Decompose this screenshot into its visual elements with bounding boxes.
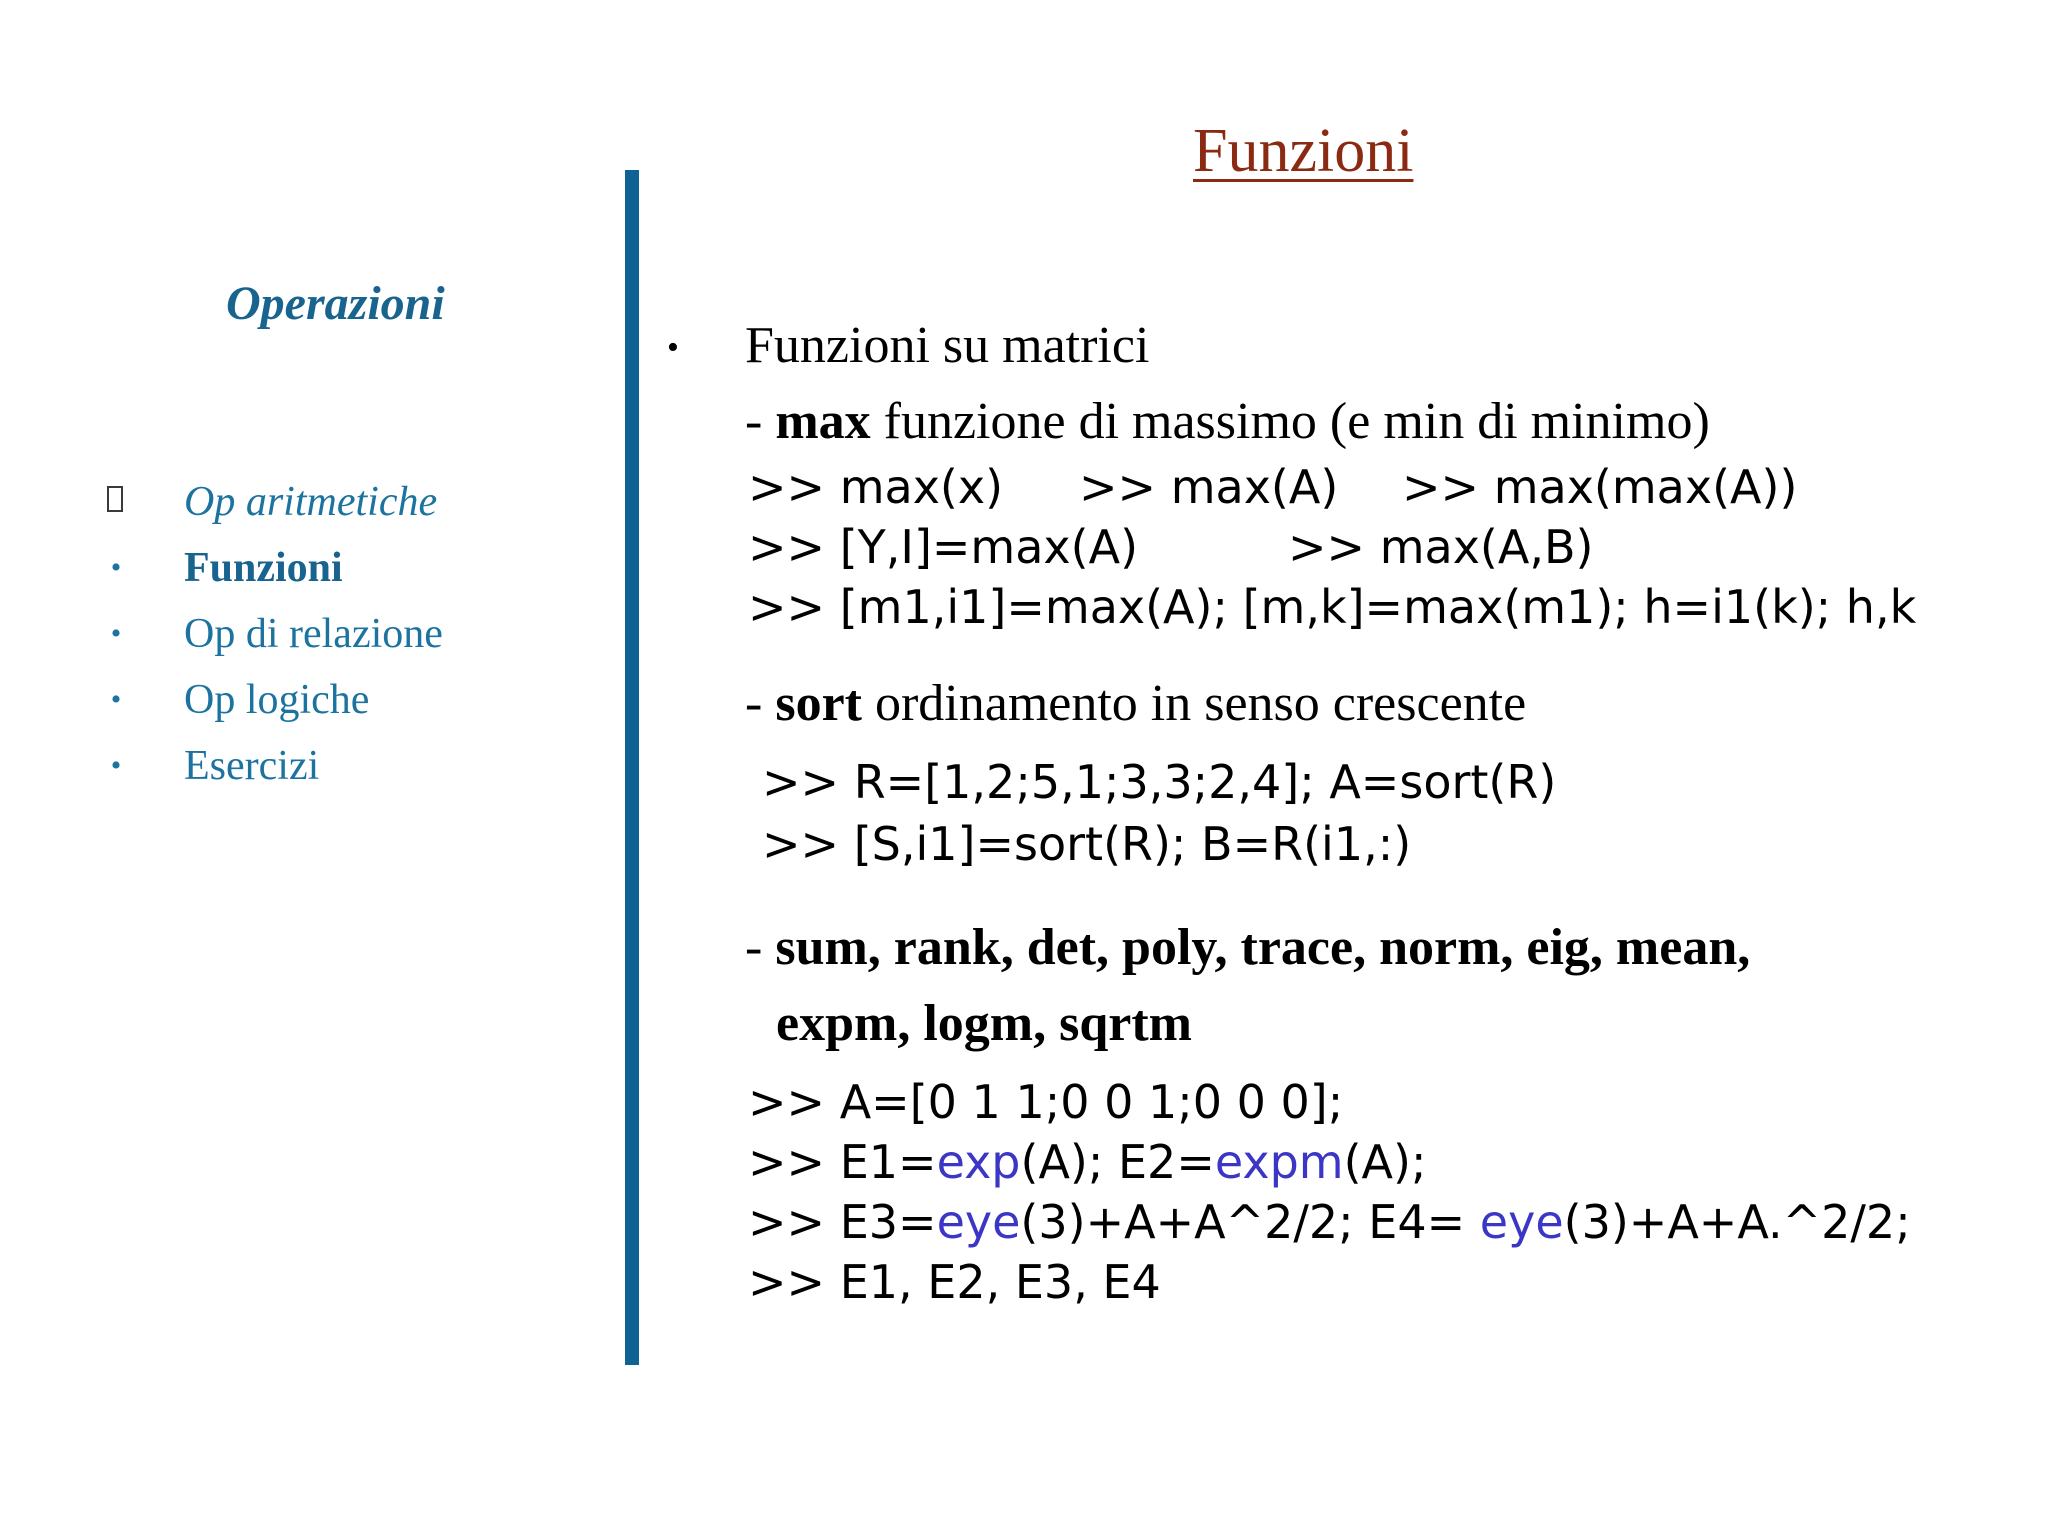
dash-prefix: - <box>745 393 776 450</box>
code-segment: >> max(max(A)) <box>1402 460 1798 514</box>
sidebar-item-label: Op di relazione <box>184 611 443 657</box>
slide-title: Funzioni <box>1193 117 1414 185</box>
code-function-name: exp <box>936 1135 1021 1189</box>
bullet-icon: • <box>110 551 122 584</box>
sidebar-item-funzioni[interactable] <box>100 540 443 606</box>
misc-heading-line-1 <box>745 918 1750 978</box>
bullet-icon: • <box>110 749 122 782</box>
code-line-max-1 <box>748 457 1797 517</box>
sidebar-item-op-logiche[interactable] <box>100 672 443 738</box>
main-item-title: Funzioni su matrici <box>745 317 1150 374</box>
dash-prefix: - <box>745 675 776 732</box>
code-line-max-3: >> [m1,i1]=max(A); [m,k]=max(m1); h=i1(k); h,k <box>748 580 1917 634</box>
code-line-max-2 <box>748 517 1593 577</box>
sidebar-item-esercizi[interactable] <box>100 738 443 804</box>
code-line-sort-1: >> R=[1,2;5,1;3,3;2,4]; A=sort(R) <box>762 755 1557 809</box>
code-segment: >> [Y,I]=max(A) <box>748 520 1139 574</box>
max-description: funzione di massimo (e min di minimo) <box>870 393 1710 450</box>
sidebar-item-label: Funzioni <box>184 545 343 591</box>
code-segment: >> max(A) <box>1079 460 1339 514</box>
code-function-name: expm <box>1214 1135 1344 1189</box>
sidebar-item-label: Op aritmetiche <box>184 479 438 525</box>
checkbox-icon <box>107 486 123 512</box>
code-segment: >> E1= <box>748 1135 937 1189</box>
misc-keywords: sum, rank, det, poly, trace, norm, eig, mean, <box>775 919 1751 976</box>
sidebar-item-op-aritmetiche[interactable] <box>100 474 443 540</box>
sort-keyword: sort <box>775 675 862 732</box>
sidebar-nav <box>100 474 443 804</box>
code-function-name: eye <box>1479 1195 1564 1249</box>
max-heading <box>745 392 1710 452</box>
vertical-divider <box>625 170 639 1365</box>
code-segment: (3)+A+A^2/2; E4= <box>1020 1195 1480 1249</box>
code-line-misc-3 <box>748 1192 1911 1252</box>
code-line-misc-1: >> A=[0 1 1;0 0 1;0 0 0]; <box>748 1075 1344 1129</box>
max-keyword: max <box>775 393 871 450</box>
code-segment: (A); E2= <box>1020 1135 1215 1189</box>
code-line-sort-2: >> [S,i1]=sort(R); B=R(i1,:) <box>762 817 1412 871</box>
bullet-icon: • <box>667 329 679 366</box>
bullet-icon: • <box>110 683 122 716</box>
code-segment: (3)+A+A.^2/2; <box>1563 1195 1911 1249</box>
dash-prefix: - <box>745 919 776 976</box>
code-segment: >> max(A,B) <box>1288 520 1594 574</box>
code-segment: >> E3= <box>748 1195 937 1249</box>
sidebar-item-label: Esercizi <box>184 743 320 789</box>
code-function-name: eye <box>936 1195 1021 1249</box>
code-segment: >> max(x) <box>748 460 1004 514</box>
sort-heading <box>745 674 1526 734</box>
code-segment: (A); <box>1343 1135 1427 1189</box>
misc-heading-line-2 <box>776 994 1192 1054</box>
misc-keywords: expm, logm, sqrtm <box>776 995 1192 1052</box>
code-line-misc-4: >> E1, E2, E3, E4 <box>748 1255 1161 1309</box>
sort-description: ordinamento in senso crescente <box>861 675 1527 732</box>
bullet-icon: • <box>110 617 122 650</box>
sidebar-item-op-di-relazione[interactable] <box>100 606 443 672</box>
sidebar-heading: Operazioni <box>226 277 445 330</box>
code-line-misc-2 <box>748 1132 1426 1192</box>
sidebar-item-label: Op logiche <box>184 677 370 723</box>
